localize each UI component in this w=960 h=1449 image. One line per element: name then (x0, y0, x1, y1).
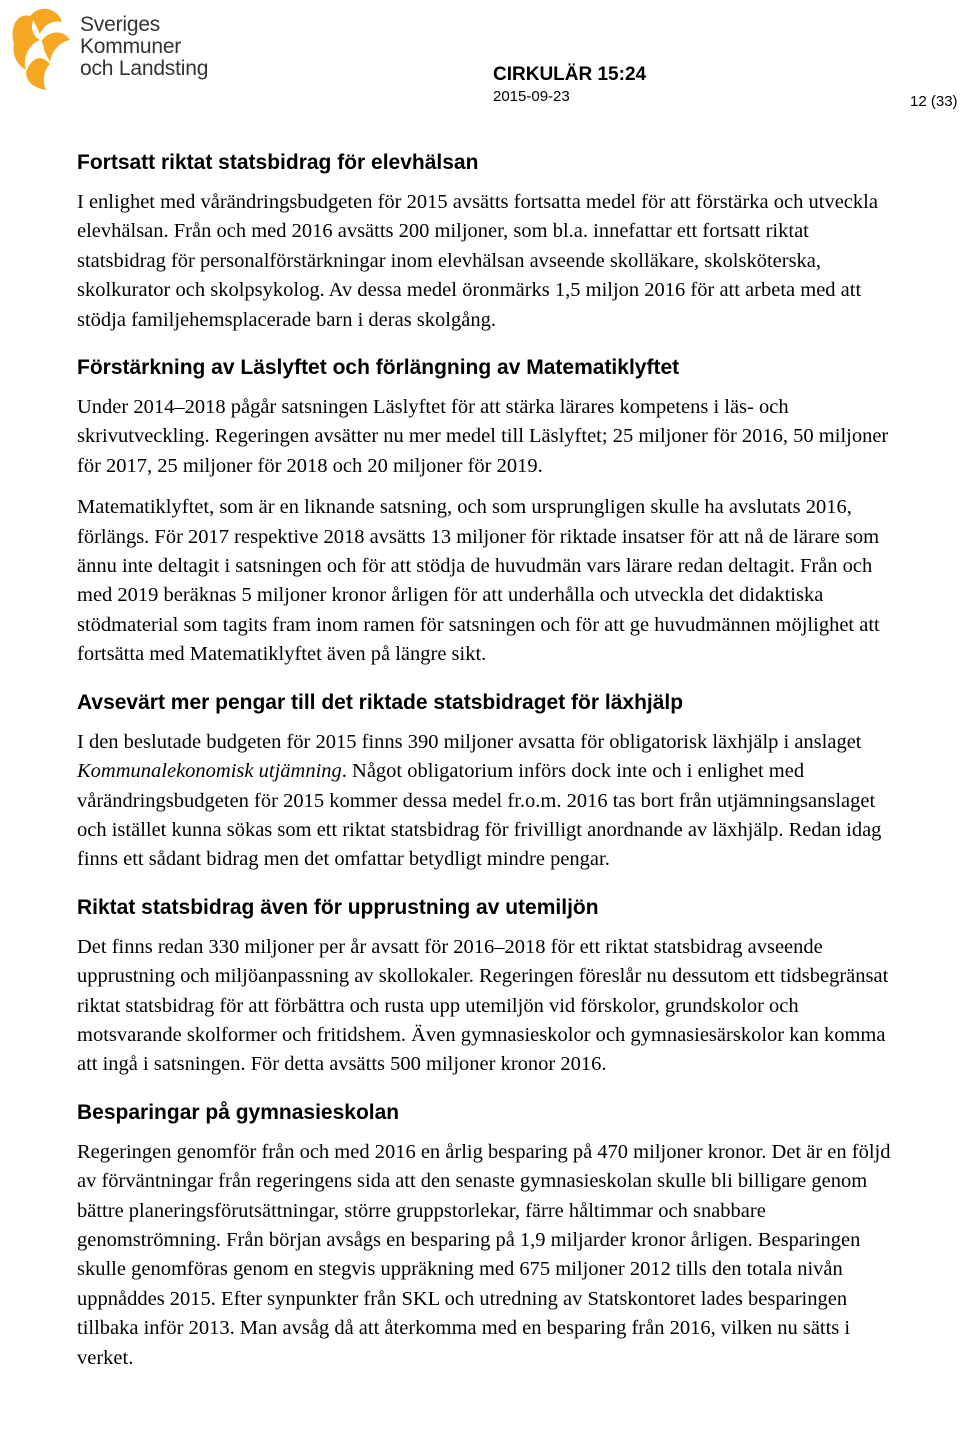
skl-logo (4, 4, 224, 94)
circular-date: 2015-09-23 (493, 88, 570, 105)
section-heading: Riktat statsbidrag även för upprustning av utemiljön (77, 895, 599, 919)
circular-title: CIRKULÄR 15:24 (493, 64, 647, 85)
skl-sun-icon (4, 4, 74, 94)
paragraph-italic-term: Kommunalekonomisk utjämning (77, 760, 342, 783)
paragraph (77, 728, 899, 875)
section-heading: Besparingar på gymnasieskolan (77, 1100, 400, 1124)
section-elevhalsan (77, 150, 899, 335)
logo-wordmark (80, 14, 208, 80)
section-utemiljon (77, 895, 899, 1080)
document-body (77, 150, 899, 1385)
logo-line-1: Sveriges (80, 13, 161, 36)
section-laslyftet (77, 355, 899, 670)
paragraph: Matematiklyftet, som är en liknande satsning, och som ursprungligen skulle ha avslutats 2016, förlängs. För 2017 respektive 2018 avsätts 13 miljoner för riktade insatser för att nå de lärare som ännu inte deltagit i satsningen och för att stödja de huvudmän vars lärare redan deltagit. Från och med 2019 beräknas 5 miljoner kronor årligen för att underhålla och utveckla det didaktiska stödmaterial som tagits fram inom ramen för satsningen och för att ge huvudmännen möjlighet att fortsätta med Matematiklyftet även på längre sikt. (77, 496, 880, 666)
section-laxhjalp (77, 690, 899, 875)
paragraph-text-before: I den beslutade budgeten för 2015 finns 390 miljoner avsatta för obligatorisk läxhjälp i anslaget (77, 730, 862, 753)
paragraph: Under 2014–2018 pågår satsningen Läslyftet för att stärka lärares kompetens i läs- och skrivutveckling. Regeringen avsätter nu mer medel till Läslyftet; 25 miljoner för 2016, 50 miljoner för 2017, 25 miljoner för 2018 och 20 miljoner för 2019. (77, 396, 889, 477)
paragraph: Regeringen genomför från och med 2016 en årlig besparing på 470 miljoner kronor. Det är en följd av förväntningar från regeringens sida att den senaste gymnasieskolan skulle bli billigare genom bättre planeringsförutsättningar, större gruppstorlekar, färre håltimmar och snabbare genomströmning. Från början avsågs en besparing på 1,9 miljarder kronor årligen. Besparingen skulle genomföras genom en stegvis uppräkning med 675 miljoner 2012 tills den totala nivån uppnåddes 2015. Efter synpunkter från SKL och utredning av Statskontoret lades besparingen tillbaka inför 2013. Man avsåg då att återkomma med en besparing från 2016, vilken nu sätts i verket. (77, 1140, 891, 1369)
paragraph: I enlighet med vårändringsbudgeten för 2015 avsätts fortsatta medel för att förstärka och utveckla elevhälsan. Från och med 2016 avsätts 200 miljoner, som bl.a. innefattar ett fortsatt riktat statsbidrag för personalförstärkningar inom elevhälsan avseende skolläkare, skolsköterska, skolkurator och skolpsykolog. Av dessa medel öronmärks 1,5 miljon 2016 för att arbeta med att stödja familjehemsplacerade barn i deras skolgång. (77, 191, 878, 331)
section-heading: Avsevärt mer pengar till det riktade statsbidraget för läxhjälp (77, 690, 684, 714)
page-number: 12 (33) (910, 93, 958, 110)
section-gymnasieskolan (77, 1100, 899, 1373)
paragraph: Det finns redan 330 miljoner per år avsatt för 2016–2018 för ett riktat statsbidrag avseende upprustning och miljöanpassning av skollokaler. Regeringen föreslår nu dessutom ett tidsbegränsat riktat statsbidrag för att förbättra och rusta upp utemiljön vid förskolor, grundskolor och motsvarande skolformer och fritidshem. Även gymnasieskolor och gymnasiesärskolor kan komma att ingå i satsningen. För detta avsätts 500 miljoner kronor 2016. (77, 935, 889, 1076)
paragraph-text-after: . Något obligatorium införs dock inte och i enlighet med vårändringsbudgeten för 2015 kommer dessa medel fr.o.m. 2016 tas bort från utjämningsanslaget och istället kunna sökas som ett riktat statsbidrag för frivilligt anordnande av läxhjälp. Redan idag finns ett sådant bidrag men det omfattar betydligt mindre pengar. (77, 760, 882, 871)
logo-line-2: Kommuner (80, 35, 182, 58)
section-heading: Förstärkning av Läslyftet och förlängning av Matematiklyftet (77, 356, 680, 380)
section-heading: Fortsatt riktat statsbidrag för elevhälsan (77, 151, 479, 174)
logo-line-3: och Landsting (80, 57, 209, 80)
